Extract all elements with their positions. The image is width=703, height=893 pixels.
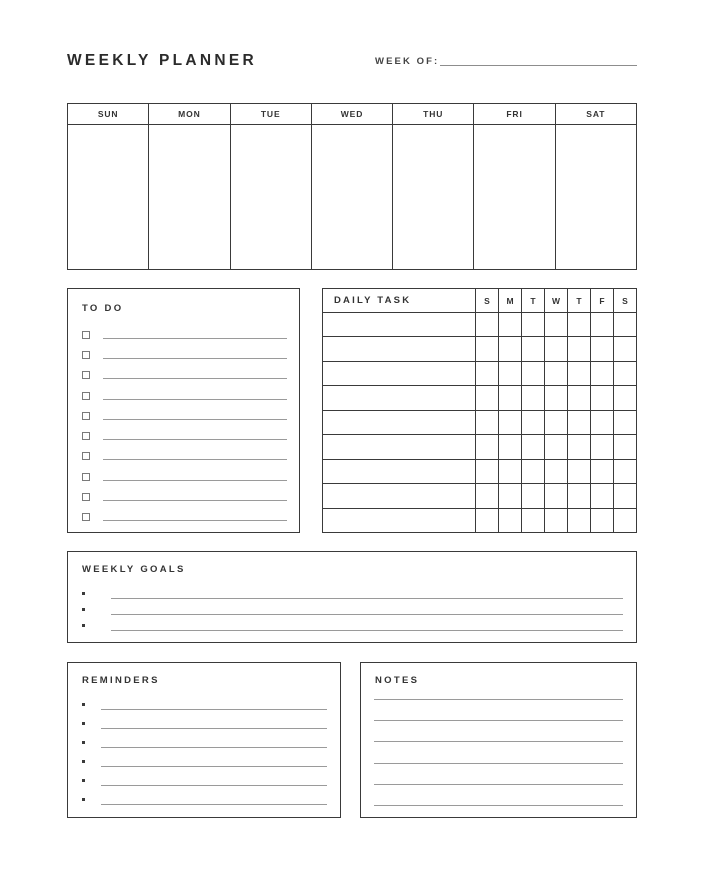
list-item xyxy=(82,775,327,787)
todo-write-line[interactable] xyxy=(103,399,287,400)
week-of-input-line[interactable] xyxy=(440,65,637,66)
daily-task-check-cell[interactable] xyxy=(476,508,499,533)
daily-task-header-row xyxy=(323,289,637,313)
daily-task-check-cell[interactable] xyxy=(614,435,637,459)
daily-task-check-cell[interactable] xyxy=(522,337,545,361)
daily-task-check-cell[interactable] xyxy=(545,508,568,533)
list-item xyxy=(82,718,327,730)
todo-write-line[interactable] xyxy=(103,338,287,339)
daily-task-check-cell[interactable] xyxy=(614,459,637,483)
todo-item xyxy=(82,390,287,402)
todo-item xyxy=(82,329,287,341)
week-of-label: WEEK OF: xyxy=(375,56,440,67)
daily-task-check-cell[interactable] xyxy=(499,459,522,483)
write-line[interactable] xyxy=(111,630,623,631)
daily-task-check-cell[interactable] xyxy=(545,435,568,459)
daily-task-check-cell[interactable] xyxy=(522,459,545,483)
checkbox-icon[interactable] xyxy=(82,452,90,460)
daily-task-check-cell[interactable] xyxy=(568,337,591,361)
day-header-label: FRI xyxy=(474,104,554,125)
daily-task-check-cell[interactable] xyxy=(499,361,522,385)
bullet-icon xyxy=(82,741,85,744)
write-line[interactable] xyxy=(101,804,327,805)
checkbox-icon[interactable] xyxy=(82,513,90,521)
todo-panel xyxy=(67,288,300,533)
daily-task-day-header: M xyxy=(499,289,522,313)
write-line[interactable] xyxy=(101,766,327,767)
daily-task-check-cell[interactable] xyxy=(522,361,545,385)
daily-task-check-cell[interactable] xyxy=(499,410,522,434)
daily-task-check-cell[interactable] xyxy=(499,484,522,508)
bullet-icon xyxy=(82,722,85,725)
week-grid xyxy=(67,103,637,270)
day-column-sat[interactable] xyxy=(556,104,636,269)
daily-task-row xyxy=(323,313,637,337)
day-header-label: SAT xyxy=(556,104,636,125)
list-item xyxy=(82,756,327,768)
bullet-icon xyxy=(82,592,85,595)
daily-task-check-cell[interactable] xyxy=(591,410,614,434)
day-entry-area[interactable] xyxy=(556,125,636,269)
checkbox-icon[interactable] xyxy=(82,392,90,400)
daily-task-check-cell[interactable] xyxy=(476,459,499,483)
daily-task-check-cell[interactable] xyxy=(522,386,545,410)
daily-task-name-cell[interactable] xyxy=(323,484,476,508)
daily-task-name-cell[interactable] xyxy=(323,337,476,361)
daily-task-body xyxy=(323,313,637,533)
daily-task-check-cell[interactable] xyxy=(545,459,568,483)
daily-task-row xyxy=(323,484,637,508)
day-column-thu[interactable] xyxy=(393,104,474,269)
daily-task-row xyxy=(323,435,637,459)
daily-task-check-cell[interactable] xyxy=(545,484,568,508)
daily-task-check-cell[interactable] xyxy=(614,337,637,361)
reminders-title: REMINDERS xyxy=(82,675,160,686)
daily-task-check-cell[interactable] xyxy=(591,484,614,508)
write-line[interactable] xyxy=(111,614,623,615)
day-header-label: THU xyxy=(393,104,473,125)
day-column-sun[interactable] xyxy=(68,104,149,269)
todo-write-line[interactable] xyxy=(103,500,287,501)
daily-task-check-cell[interactable] xyxy=(614,410,637,434)
daily-task-check-cell[interactable] xyxy=(568,435,591,459)
daily-task-name-cell[interactable] xyxy=(323,386,476,410)
page-title: WEEKLY PLANNER xyxy=(67,52,258,69)
list-item xyxy=(82,620,623,632)
daily-task-table xyxy=(322,288,637,533)
daily-task-check-cell[interactable] xyxy=(545,386,568,410)
weekly-goals-title: WEEKLY GOALS xyxy=(82,564,186,575)
write-line[interactable] xyxy=(101,728,327,729)
notes-list xyxy=(374,699,623,806)
note-write-line[interactable] xyxy=(374,763,623,764)
daily-task-name-cell[interactable] xyxy=(323,313,476,337)
write-line[interactable] xyxy=(101,785,327,786)
daily-task-check-cell[interactable] xyxy=(614,484,637,508)
notes-title: NOTES xyxy=(375,675,420,686)
weekly-goals-panel xyxy=(67,551,637,643)
day-header-label: TUE xyxy=(231,104,311,125)
list-item xyxy=(82,588,623,600)
day-column-fri[interactable] xyxy=(474,104,555,269)
daily-task-name-cell[interactable] xyxy=(323,508,476,533)
daily-task-check-cell[interactable] xyxy=(568,386,591,410)
bullet-icon xyxy=(82,798,85,801)
daily-task-check-cell[interactable] xyxy=(568,410,591,434)
daily-task-title: DAILY TASK xyxy=(323,289,476,313)
daily-task-check-cell[interactable] xyxy=(614,361,637,385)
daily-task-check-cell[interactable] xyxy=(568,508,591,533)
daily-task-row xyxy=(323,386,637,410)
day-entry-area[interactable] xyxy=(474,125,554,269)
day-column-mon[interactable] xyxy=(149,104,230,269)
daily-task-day-header: S xyxy=(476,289,499,313)
daily-task-check-cell[interactable] xyxy=(476,337,499,361)
todo-write-line[interactable] xyxy=(103,378,287,379)
daily-task-row xyxy=(323,337,637,361)
daily-task-day-header: T xyxy=(568,289,591,313)
daily-task-check-cell[interactable] xyxy=(568,459,591,483)
daily-task-check-cell[interactable] xyxy=(476,361,499,385)
todo-write-line[interactable] xyxy=(103,419,287,420)
reminders-list xyxy=(82,699,327,806)
list-item xyxy=(82,699,327,711)
day-column-tue[interactable] xyxy=(231,104,312,269)
checkbox-icon[interactable] xyxy=(82,493,90,501)
todo-item xyxy=(82,369,287,381)
bullet-icon xyxy=(82,760,85,763)
week-of-field[interactable] xyxy=(375,56,637,67)
daily-task-check-cell[interactable] xyxy=(568,361,591,385)
daily-task-check-cell[interactable] xyxy=(614,386,637,410)
day-column-wed[interactable] xyxy=(312,104,393,269)
day-entry-area[interactable] xyxy=(231,125,311,269)
checkbox-icon[interactable] xyxy=(82,432,90,440)
day-header-label: SUN xyxy=(68,104,148,125)
write-line[interactable] xyxy=(101,709,327,710)
todo-item xyxy=(82,491,287,503)
note-write-line[interactable] xyxy=(374,805,623,806)
daily-task-check-cell[interactable] xyxy=(591,508,614,533)
daily-task-row xyxy=(323,410,637,434)
notes-panel xyxy=(360,662,637,818)
todo-write-line[interactable] xyxy=(103,520,287,521)
daily-task-check-cell[interactable] xyxy=(476,313,499,337)
todo-title: TO DO xyxy=(82,303,124,314)
bullet-icon xyxy=(82,703,85,706)
daily-task-check-cell[interactable] xyxy=(499,313,522,337)
todo-write-line[interactable] xyxy=(103,480,287,481)
daily-task-check-cell[interactable] xyxy=(499,386,522,410)
bullet-icon xyxy=(82,608,85,611)
todo-write-line[interactable] xyxy=(103,439,287,440)
daily-task-check-cell[interactable] xyxy=(499,508,522,533)
todo-list xyxy=(82,329,287,523)
daily-task-check-cell[interactable] xyxy=(476,435,499,459)
write-line[interactable] xyxy=(101,747,327,748)
daily-task-check-cell[interactable] xyxy=(614,313,637,337)
header xyxy=(67,52,637,78)
daily-task-day-header: S xyxy=(614,289,637,313)
day-entry-area[interactable] xyxy=(68,125,148,269)
day-entry-area[interactable] xyxy=(393,125,473,269)
daily-task-check-cell[interactable] xyxy=(476,484,499,508)
note-write-line[interactable] xyxy=(374,784,623,785)
daily-task-name-cell[interactable] xyxy=(323,459,476,483)
daily-task-check-cell[interactable] xyxy=(522,435,545,459)
daily-task-name-cell[interactable] xyxy=(323,435,476,459)
checkbox-icon[interactable] xyxy=(82,371,90,379)
todo-item xyxy=(82,450,287,462)
note-write-line[interactable] xyxy=(374,699,623,700)
daily-task-check-cell[interactable] xyxy=(591,386,614,410)
day-entry-area[interactable] xyxy=(312,125,392,269)
todo-write-line[interactable] xyxy=(103,358,287,359)
todo-item xyxy=(82,430,287,442)
daily-task-check-cell[interactable] xyxy=(522,313,545,337)
daily-task-name-cell[interactable] xyxy=(323,410,476,434)
todo-item xyxy=(82,511,287,523)
daily-task-day-header: F xyxy=(591,289,614,313)
list-item xyxy=(82,737,327,749)
todo-item xyxy=(82,349,287,361)
daily-task-check-cell[interactable] xyxy=(545,313,568,337)
daily-task-header xyxy=(323,289,637,313)
daily-task-check-cell[interactable] xyxy=(499,337,522,361)
daily-task-check-cell[interactable] xyxy=(522,484,545,508)
daily-task-panel xyxy=(322,288,637,533)
bullet-icon xyxy=(82,779,85,782)
daily-task-row xyxy=(323,508,637,533)
daily-task-check-cell[interactable] xyxy=(591,337,614,361)
daily-task-check-cell[interactable] xyxy=(591,435,614,459)
todo-write-line[interactable] xyxy=(103,459,287,460)
day-header-label: MON xyxy=(149,104,229,125)
daily-task-check-cell[interactable] xyxy=(591,361,614,385)
daily-task-check-cell[interactable] xyxy=(591,459,614,483)
daily-task-check-cell[interactable] xyxy=(522,508,545,533)
daily-task-day-header: W xyxy=(545,289,568,313)
daily-task-check-cell[interactable] xyxy=(568,313,591,337)
day-entry-area[interactable] xyxy=(149,125,229,269)
daily-task-day-header: T xyxy=(522,289,545,313)
daily-task-check-cell[interactable] xyxy=(545,410,568,434)
note-write-line[interactable] xyxy=(374,720,623,721)
daily-task-row xyxy=(323,459,637,483)
daily-task-check-cell[interactable] xyxy=(545,337,568,361)
daily-task-check-cell[interactable] xyxy=(522,410,545,434)
bullet-icon xyxy=(82,624,85,627)
todo-item xyxy=(82,410,287,422)
note-write-line[interactable] xyxy=(374,741,623,742)
list-item xyxy=(82,794,327,806)
daily-task-check-cell[interactable] xyxy=(499,435,522,459)
reminders-panel xyxy=(67,662,341,818)
write-line[interactable] xyxy=(111,598,623,599)
weekly-goals-list xyxy=(82,588,623,632)
list-item xyxy=(82,604,623,616)
checkbox-icon[interactable] xyxy=(82,331,90,339)
daily-task-name-cell[interactable] xyxy=(323,361,476,385)
daily-task-check-cell[interactable] xyxy=(476,410,499,434)
daily-task-check-cell[interactable] xyxy=(591,313,614,337)
daily-task-check-cell[interactable] xyxy=(614,508,637,533)
day-header-label: WED xyxy=(312,104,392,125)
checkbox-icon[interactable] xyxy=(82,473,90,481)
checkbox-icon[interactable] xyxy=(82,351,90,359)
daily-task-check-cell[interactable] xyxy=(545,361,568,385)
daily-task-row xyxy=(323,361,637,385)
checkbox-icon[interactable] xyxy=(82,412,90,420)
todo-item xyxy=(82,471,287,483)
daily-task-check-cell[interactable] xyxy=(568,484,591,508)
daily-task-check-cell[interactable] xyxy=(476,386,499,410)
